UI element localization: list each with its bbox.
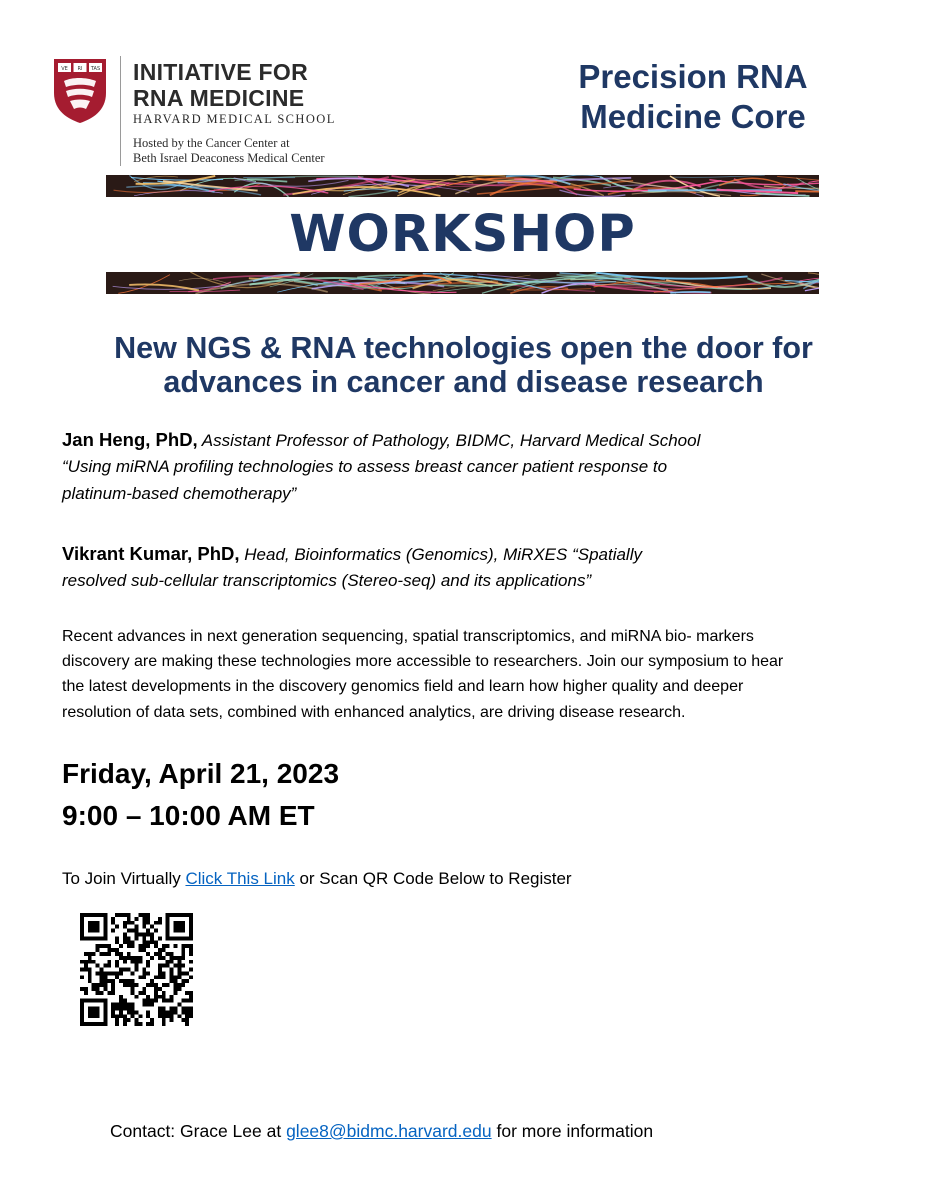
hosted-by-line-2: Beth Israel Deaconess Medical Center [133, 151, 325, 165]
speaker-1-name: Jan Heng, PhD, [62, 429, 198, 450]
speaker-2-name: Vikrant Kumar, PhD, [62, 543, 240, 564]
svg-text:RI: RI [77, 66, 83, 72]
description-line-2: discovery are making these technologies more accessible to researchers. Join our symposium to hear [62, 653, 784, 670]
core-title-line-2: Medicine Core [580, 98, 806, 135]
contact-suffix: for more information [491, 1121, 654, 1141]
svg-text:VE: VE [61, 66, 68, 72]
logo-line-2: RNA MEDICINE [133, 85, 305, 111]
headline-line-1: New NGS & RNA technologies open the door for [114, 331, 813, 365]
join-suffix: or Scan QR Code Below to Register [294, 869, 572, 888]
contact-prefix: Contact: Grace Lee at [110, 1121, 287, 1141]
description-line-3: the latest developments in the discovery genomics field and learn how higher quality and deeper [62, 678, 744, 695]
speaker-2-line [62, 541, 642, 567]
registration-qr-code[interactable] [80, 913, 193, 1026]
description-line-1: Recent advances in next generation sequencing, spatial transcriptomics, and miRNA bio- markers [62, 628, 754, 645]
workshop-banner-title: WORKSHOP [289, 205, 636, 264]
description-line-4: resolution of data sets, combined with enhanced analytics, are driving disease research. [62, 704, 686, 721]
harvard-shield-logo [52, 57, 108, 125]
contact-email-link[interactable]: glee8@bidmc.harvard.edu [286, 1121, 492, 1141]
registration-link[interactable]: Click This Link [185, 869, 295, 888]
speaker-1-line [62, 427, 700, 453]
speaker-1-talk-line-1: “Using miRNA profiling technologies to assess breast cancer patient response to [62, 457, 668, 476]
speaker-2-talk: resolved sub-cellular transcriptomics (Stereo-seq) and its applications” [62, 571, 592, 590]
logo-divider [120, 56, 121, 166]
core-title-line-1: Precision RNA [578, 58, 808, 95]
logo-school-name: HARVARD MEDICAL SCHOOL [133, 112, 336, 126]
speaker-1-talk-line-2: platinum-based chemotherapy” [62, 484, 297, 503]
event-time: 9:00 – 10:00 AM ET [62, 800, 315, 831]
svg-text:TAS: TAS [90, 66, 101, 72]
logo-line-1: INITIATIVE FOR [133, 59, 308, 85]
banner-texture-top [106, 175, 819, 197]
event-date: Friday, April 21, 2023 [62, 758, 340, 789]
speaker-2-role: Head, Bioinformatics (Genomics), MiRXES “Spatially [239, 545, 642, 564]
headline-line-2: advances in cancer and disease research [163, 365, 764, 399]
hosted-by-line-1: Hosted by the Cancer Center at [133, 136, 290, 150]
join-instructions [62, 869, 572, 889]
banner-texture-bottom [106, 272, 819, 294]
speaker-1-role: Assistant Professor of Pathology, BIDMC, Harvard Medical School [197, 431, 701, 450]
contact-line [110, 1121, 653, 1142]
join-prefix: To Join Virtually [62, 869, 186, 888]
